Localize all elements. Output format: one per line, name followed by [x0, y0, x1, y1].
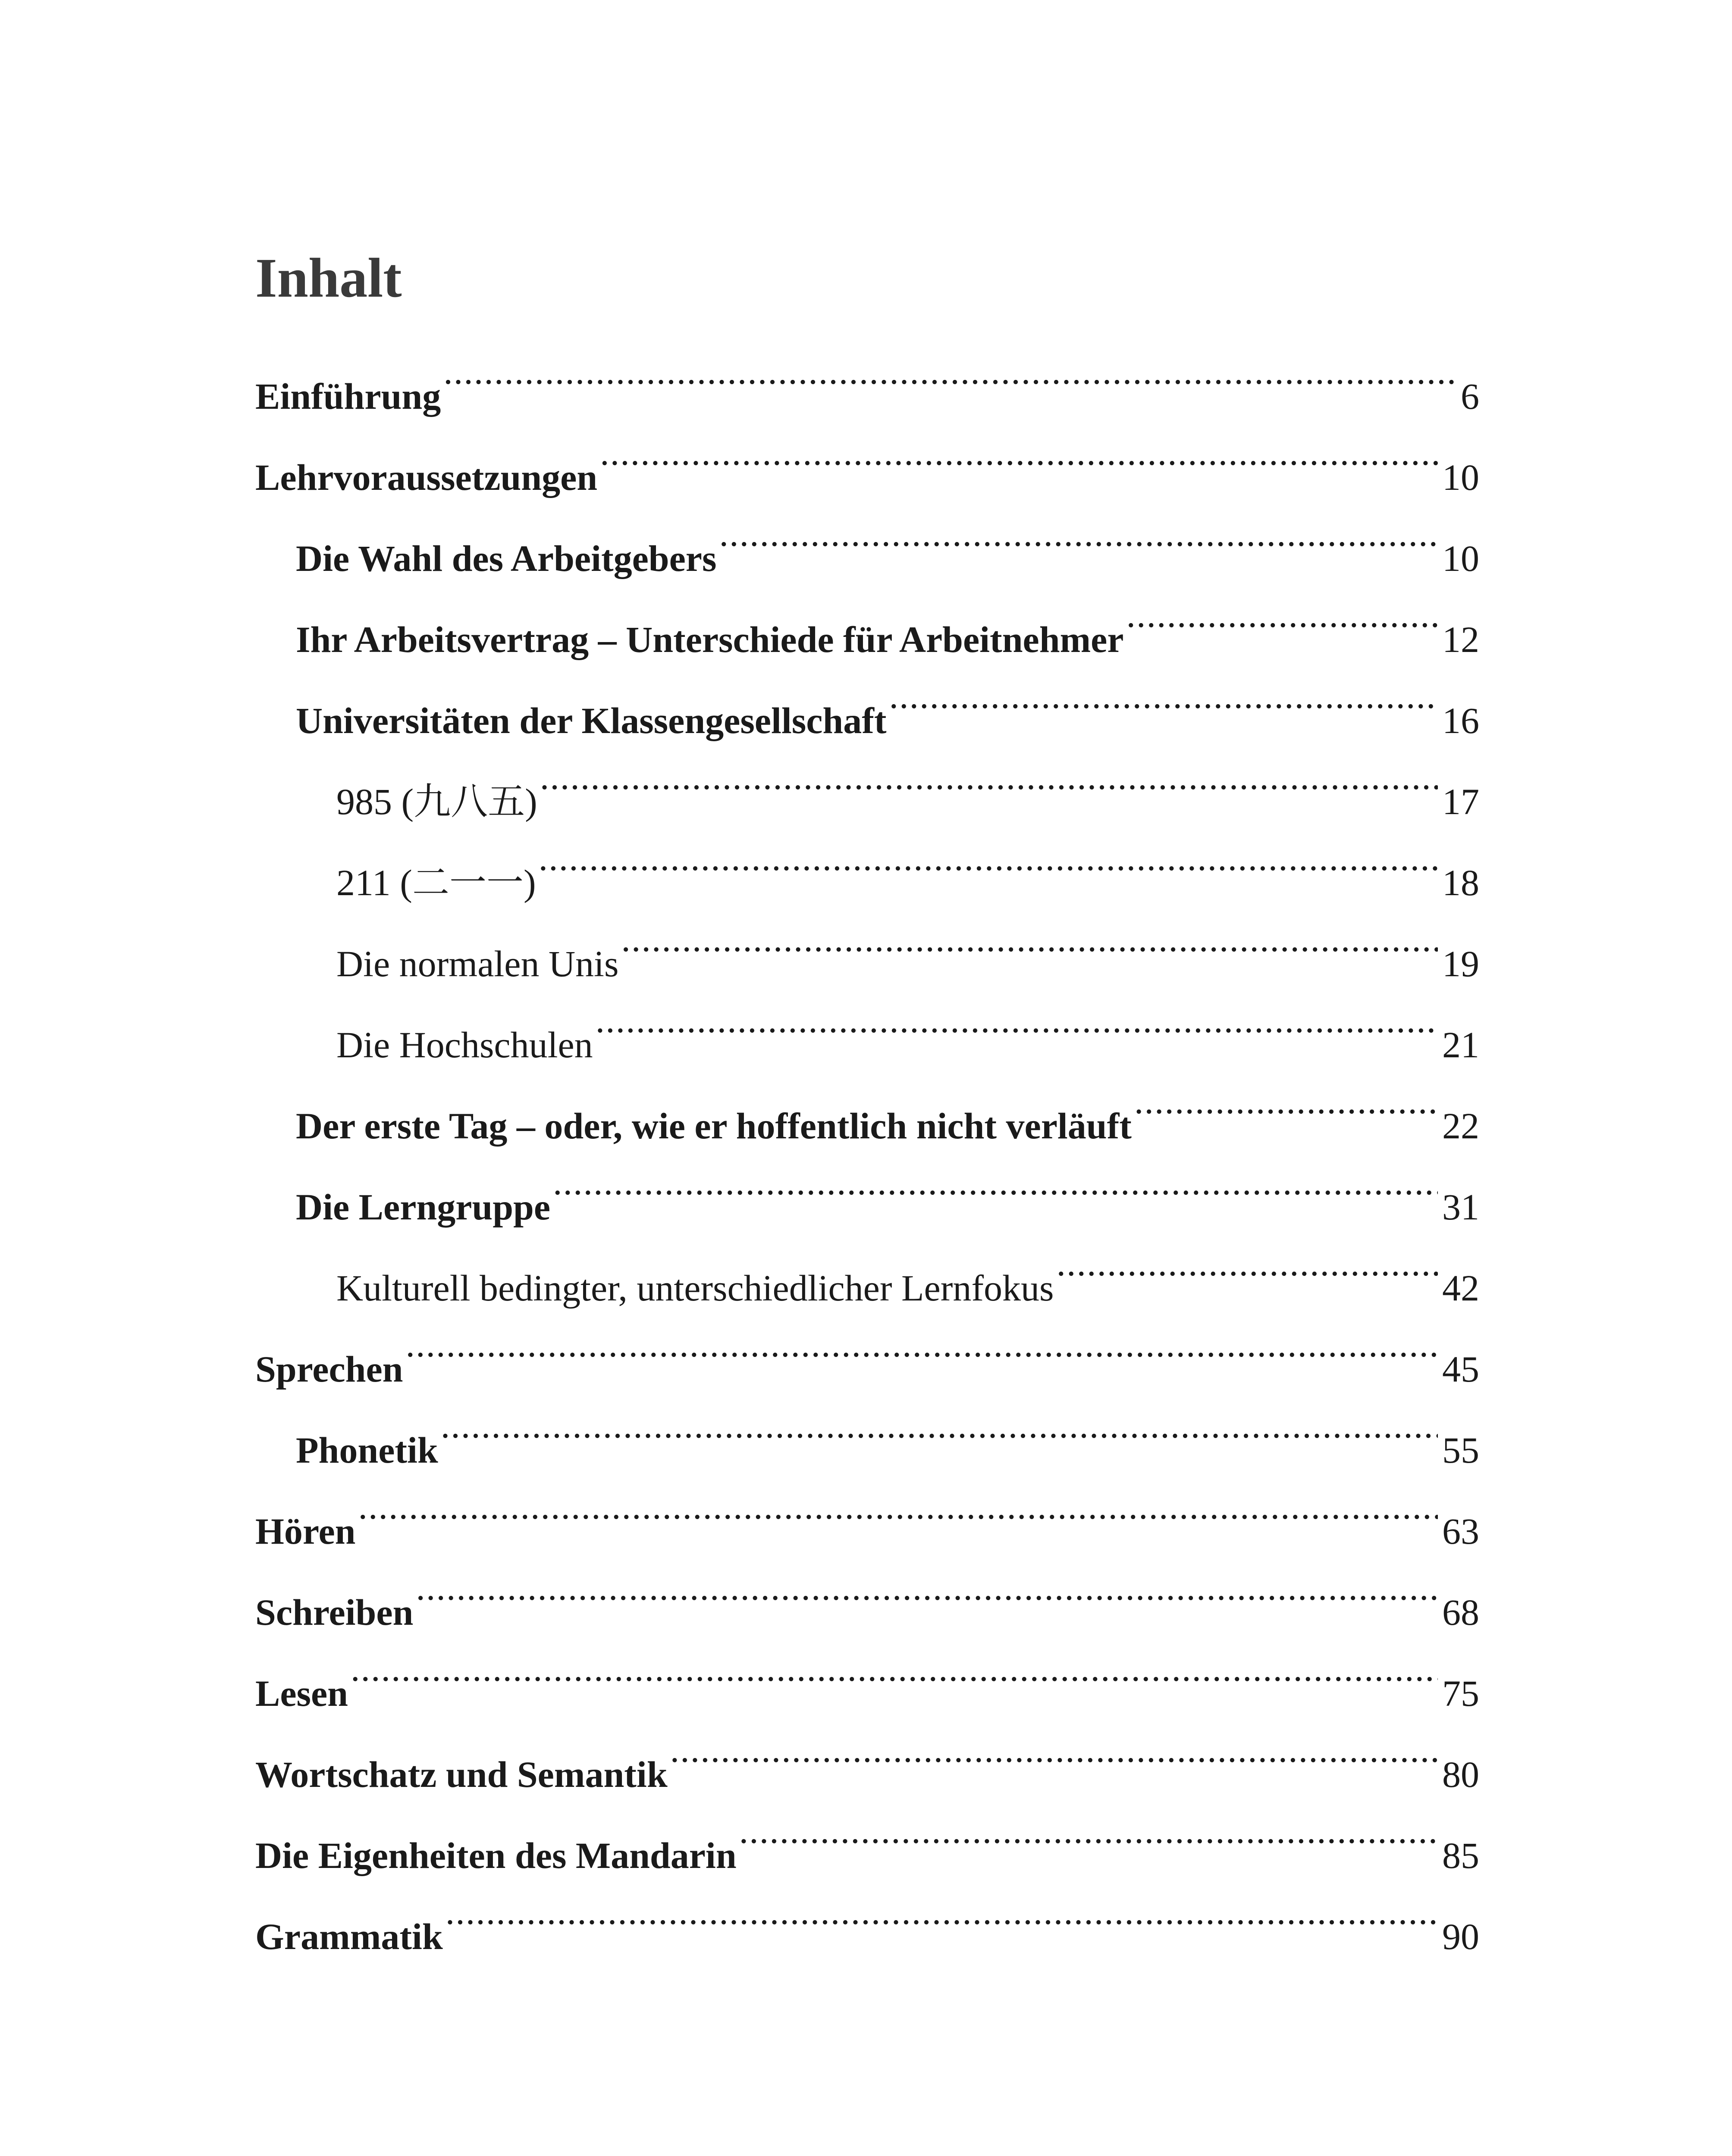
dot-leader — [351, 1625, 1438, 1706]
dot-leader — [539, 814, 1438, 895]
toc-entry-label: Ihr Arbeitsvertrag – Unterschiede für Arbeitnehmer — [296, 619, 1124, 660]
dot-leader — [446, 1868, 1438, 1949]
toc-entry-label: Wortschatz und Semantik — [255, 1754, 668, 1795]
toc-entry-label: Der erste Tag – oder, wie er hoffentlich nicht verläuft — [296, 1105, 1132, 1147]
toc-entry-label: Lehrvoraussetzungen — [255, 457, 598, 498]
dot-leader — [405, 1300, 1438, 1382]
dot-leader — [441, 1382, 1438, 1463]
table-of-contents — [255, 247, 1479, 1957]
toc-entry-page: 22 — [1442, 1105, 1479, 1147]
toc-entry[interactable] — [255, 1463, 1479, 1552]
toc-entry-label: Hören — [255, 1510, 356, 1552]
toc-entry-page: 17 — [1442, 781, 1479, 822]
dot-leader — [540, 733, 1438, 814]
toc-entry-page: 31 — [1442, 1186, 1479, 1228]
toc-entry[interactable] — [255, 1625, 1479, 1714]
toc-entry-label: Die Wahl des Arbeitgebers — [296, 538, 717, 579]
dot-leader — [739, 1787, 1438, 1868]
dot-leader — [416, 1544, 1438, 1625]
toc-entry-page: 10 — [1442, 538, 1479, 579]
dot-leader — [553, 1138, 1438, 1219]
toc-entry-label: Universitäten der Klassengesellschaft — [296, 700, 887, 741]
toc-entry-page: 21 — [1442, 1024, 1479, 1065]
dot-leader — [443, 328, 1456, 409]
toc-entry-page: 6 — [1461, 376, 1479, 417]
page-title: Inhalt — [255, 247, 402, 309]
toc-entry-page: 55 — [1442, 1429, 1479, 1471]
toc-entry-label: Die normalen Unis — [336, 943, 619, 984]
toc-entry-label: Grammatik — [255, 1916, 443, 1957]
toc-entry-label: Kulturell bedingter, unterschiedlicher Lernfokus — [336, 1267, 1054, 1309]
toc-entry-page: 18 — [1442, 862, 1479, 903]
toc-entry-page: 85 — [1442, 1835, 1479, 1876]
dot-leader — [600, 409, 1438, 490]
dot-leader — [1134, 1057, 1438, 1138]
toc-entry[interactable] — [255, 1300, 1479, 1390]
toc-entry-page: 10 — [1442, 457, 1479, 498]
toc-entry-label: Die Eigenheiten des Mandarin — [255, 1835, 737, 1876]
dot-leader — [596, 976, 1438, 1057]
toc-entry-page: 80 — [1442, 1754, 1479, 1795]
dot-leader — [719, 490, 1438, 571]
toc-entry-label: Lesen — [255, 1673, 348, 1714]
toc-entry-label: Die Lerngruppe — [296, 1186, 551, 1228]
toc-entry-page: 90 — [1442, 1916, 1479, 1957]
toc-entry-label: 985 (九八五) — [336, 781, 537, 822]
toc-entry-label: Phonetik — [296, 1429, 438, 1471]
toc-entry-page: 19 — [1442, 943, 1479, 984]
toc-entry[interactable] — [255, 1706, 1479, 1795]
toc-list — [255, 328, 1479, 1957]
toc-entry-page: 75 — [1442, 1673, 1479, 1714]
toc-entry-page: 45 — [1442, 1348, 1479, 1390]
toc-entry-page: 12 — [1442, 619, 1479, 660]
toc-entry-page: 68 — [1442, 1592, 1479, 1633]
toc-entry[interactable] — [255, 1544, 1479, 1633]
toc-entry-label: Sprechen — [255, 1348, 403, 1390]
toc-entry[interactable] — [255, 328, 1479, 417]
toc-entry-page: 63 — [1442, 1510, 1479, 1552]
dot-leader — [621, 895, 1438, 976]
dot-leader — [1056, 1219, 1438, 1300]
dot-leader — [889, 652, 1438, 733]
toc-entry-label: 211 (二一一) — [336, 862, 536, 903]
toc-entry-page: 42 — [1442, 1267, 1479, 1309]
toc-entry[interactable] — [255, 1382, 1479, 1471]
dot-leader — [358, 1463, 1438, 1544]
dot-leader — [1126, 571, 1438, 652]
dot-leader — [670, 1706, 1438, 1787]
toc-entry-label: Schreiben — [255, 1592, 414, 1633]
toc-entry-label: Einführung — [255, 376, 441, 417]
toc-entry-page: 16 — [1442, 700, 1479, 741]
toc-entry-label: Die Hochschulen — [336, 1024, 593, 1065]
